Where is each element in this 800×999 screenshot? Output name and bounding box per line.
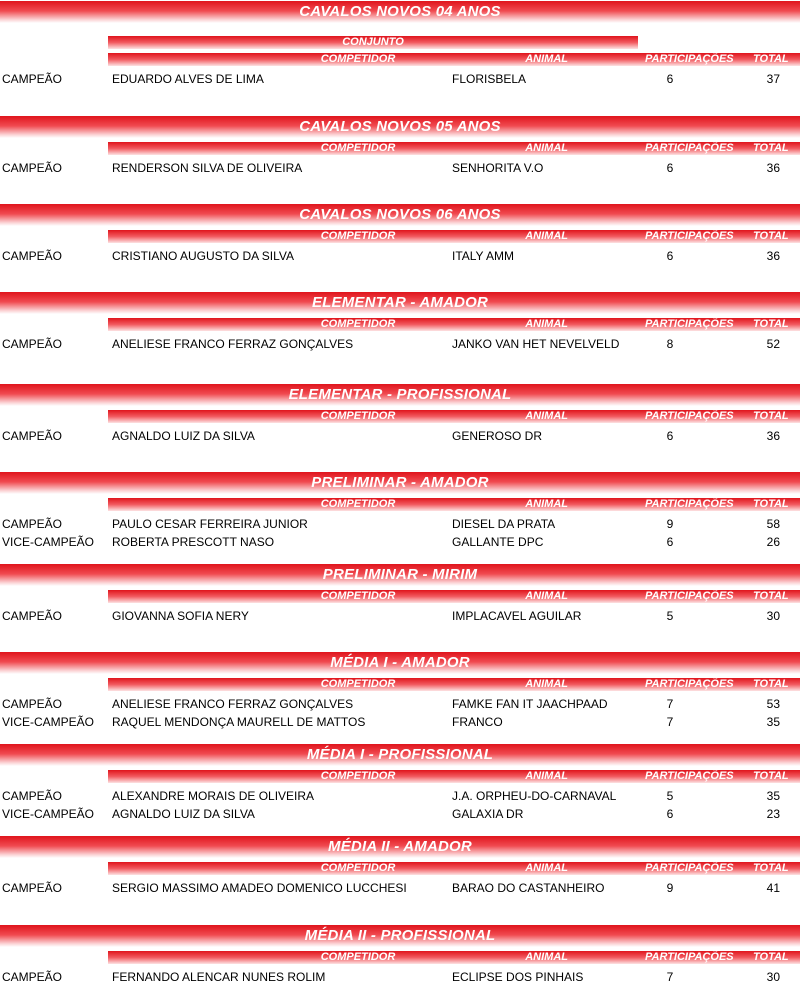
result-title: CAMPEÃO [2, 881, 63, 895]
result-row [0, 969, 800, 985]
column-header-bar [108, 770, 800, 783]
animal-header: ANIMAL [525, 770, 568, 782]
competitor-header: COMPETIDOR [320, 498, 396, 510]
competitor-header: COMPETIDOR [320, 770, 396, 782]
result-row [0, 806, 800, 822]
animal-header: ANIMAL [525, 318, 568, 330]
animal-header: ANIMAL [525, 142, 568, 154]
participations-header: PARTICIPAÇÕES [645, 498, 734, 510]
competitor-name: PAULO CESAR FERREIRA JUNIOR [112, 517, 308, 531]
animal-name: ITALY AMM [452, 249, 515, 263]
total-value: 52 [766, 337, 780, 351]
result-title: CAMPEÃO [2, 697, 63, 711]
result-row [0, 880, 800, 896]
animal-name: ECLIPSE DOS PINHAIS [452, 970, 584, 984]
total-value: 30 [766, 609, 780, 623]
result-row [0, 534, 800, 550]
animal-name: BARAO DO CASTANHEIRO [452, 881, 605, 895]
total-header: TOTAL [753, 230, 789, 242]
total-header: TOTAL [753, 862, 789, 874]
participations-value: 6 [666, 429, 674, 443]
competitor-name: FERNANDO ALENCAR NUNES ROLIM [112, 970, 326, 984]
column-header-bar [108, 318, 800, 331]
result-title: CAMPEÃO [2, 970, 63, 984]
category-title: MÉDIA I - PROFISSIONAL [0, 744, 800, 766]
category-title: CAVALOS NOVOS 06 ANOS [0, 204, 800, 226]
column-header-bar [108, 590, 800, 603]
competitor-name: GIOVANNA SOFIA NERY [112, 609, 249, 623]
result-title: VICE-CAMPEÃO [2, 715, 95, 729]
total-value: 58 [766, 517, 780, 531]
animal-header: ANIMAL [525, 53, 568, 65]
participations-value: 9 [666, 881, 674, 895]
column-header-bar [108, 230, 800, 243]
animal-name: FRANCO [452, 715, 503, 729]
competitor-name: AGNALDO LUIZ DA SILVA [112, 429, 255, 443]
participations-value: 6 [666, 249, 674, 263]
competitor-header: COMPETIDOR [320, 951, 396, 963]
result-row [0, 248, 800, 264]
competitor-name: RENDERSON SILVA DE OLIVEIRA [112, 161, 303, 175]
category-title: MÉDIA II - AMADOR [0, 836, 800, 858]
total-value: 35 [766, 715, 780, 729]
animal-name: IMPLACAVEL AGUILAR [452, 609, 582, 623]
participations-value: 7 [666, 970, 674, 984]
participations-value: 7 [666, 697, 674, 711]
animal-header: ANIMAL [525, 410, 568, 422]
participations-value: 6 [666, 161, 674, 175]
column-header-bar [108, 410, 800, 423]
competitor-name: CRISTIANO AUGUSTO DA SILVA [112, 249, 295, 263]
conjunto-header: CONJUNTO [108, 36, 638, 49]
competitor-header: COMPETIDOR [320, 410, 396, 422]
participations-value: 9 [666, 517, 674, 531]
result-title: CAMPEÃO [2, 249, 63, 263]
column-header-bar [108, 53, 800, 66]
column-header-bar [108, 498, 800, 511]
total-value: 35 [766, 789, 780, 803]
result-title: VICE-CAMPEÃO [2, 535, 95, 549]
total-value: 41 [766, 881, 780, 895]
result-title: CAMPEÃO [2, 161, 63, 175]
competitor-header: COMPETIDOR [320, 590, 396, 602]
animal-name: DIESEL DA PRATA [452, 517, 556, 531]
animal-name: GENEROSO DR [452, 429, 543, 443]
participations-value: 6 [666, 535, 674, 549]
animal-header: ANIMAL [525, 951, 568, 963]
participations-value: 6 [666, 807, 674, 821]
participations-header: PARTICIPAÇÕES [645, 410, 734, 422]
result-row [0, 788, 800, 804]
participations-value: 8 [666, 337, 674, 351]
participations-header: PARTICIPAÇÕES [645, 230, 734, 242]
category-title: MÉDIA II - PROFISSIONAL [0, 925, 800, 947]
total-header: TOTAL [753, 410, 789, 422]
animal-name: GALAXIA DR [452, 807, 524, 821]
total-header: TOTAL [753, 951, 789, 963]
competitor-header: COMPETIDOR [320, 678, 396, 690]
participations-header: PARTICIPAÇÕES [645, 862, 734, 874]
competitor-header: COMPETIDOR [320, 318, 396, 330]
participations-value: 5 [666, 789, 674, 803]
total-header: TOTAL [753, 590, 789, 602]
animal-name: FLORISBELA [452, 72, 527, 86]
total-header: TOTAL [753, 318, 789, 330]
total-value: 36 [766, 161, 780, 175]
category-title: PRELIMINAR - MIRIM [0, 564, 800, 586]
column-header-bar [108, 951, 800, 964]
total-value: 37 [766, 72, 780, 86]
result-title: CAMPEÃO [2, 609, 63, 623]
participations-value: 5 [666, 609, 674, 623]
participations-value: 7 [666, 715, 674, 729]
result-row [0, 608, 800, 624]
participations-value: 6 [666, 72, 674, 86]
participations-header: PARTICIPAÇÕES [645, 678, 734, 690]
category-title: ELEMENTAR - AMADOR [0, 292, 800, 314]
result-title: CAMPEÃO [2, 789, 63, 803]
participations-header: PARTICIPAÇÕES [645, 770, 734, 782]
total-value: 23 [766, 807, 780, 821]
competitor-name: ANELIESE FRANCO FERRAZ GONÇALVES [112, 337, 354, 351]
competitor-header: COMPETIDOR [320, 53, 396, 65]
total-value: 36 [766, 249, 780, 263]
animal-header: ANIMAL [525, 678, 568, 690]
result-title: CAMPEÃO [2, 517, 63, 531]
participations-header: PARTICIPAÇÕES [645, 590, 734, 602]
competitor-name: ALEXANDRE MORAIS DE OLIVEIRA [112, 789, 315, 803]
total-header: TOTAL [753, 770, 789, 782]
animal-name: SENHORITA V.O [452, 161, 544, 175]
competitor-header: COMPETIDOR [320, 142, 396, 154]
competitor-name: EDUARDO ALVES DE LIMA [112, 72, 264, 86]
column-header-bar [108, 862, 800, 875]
total-value: 36 [766, 429, 780, 443]
total-header: TOTAL [753, 53, 789, 65]
competitor-header: COMPETIDOR [320, 230, 396, 242]
animal-header: ANIMAL [525, 498, 568, 510]
column-header-bar [108, 142, 800, 155]
category-title: PRELIMINAR - AMADOR [0, 472, 800, 494]
result-title: CAMPEÃO [2, 72, 63, 86]
result-title: VICE-CAMPEÃO [2, 807, 95, 821]
competitor-header: COMPETIDOR [320, 862, 396, 874]
result-row [0, 696, 800, 712]
result-title: CAMPEÃO [2, 337, 63, 351]
total-header: TOTAL [753, 142, 789, 154]
participations-header: PARTICIPAÇÕES [645, 951, 734, 963]
animal-name: JANKO VAN HET NEVELVELD [452, 337, 620, 351]
result-row [0, 516, 800, 532]
category-title: CAVALOS NOVOS 04 ANOS [0, 1, 800, 23]
result-title: CAMPEÃO [2, 429, 63, 443]
competitor-name: RAQUEL MENDONÇA MAURELL DE MATTOS [112, 715, 366, 729]
total-value: 30 [766, 970, 780, 984]
animal-header: ANIMAL [525, 862, 568, 874]
result-row [0, 714, 800, 730]
result-row [0, 428, 800, 444]
column-header-bar [108, 678, 800, 691]
animal-name: FAMKE FAN IT JAACHPAAD [452, 697, 608, 711]
animal-header: ANIMAL [525, 590, 568, 602]
result-row [0, 71, 800, 87]
result-row [0, 336, 800, 352]
competitor-name: ANELIESE FRANCO FERRAZ GONÇALVES [112, 697, 354, 711]
competitor-name: SERGIO MASSIMO AMADEO DOMENICO LUCCHESI [112, 881, 407, 895]
category-title: ELEMENTAR - PROFISSIONAL [0, 384, 800, 406]
total-value: 26 [766, 535, 780, 549]
animal-header: ANIMAL [525, 230, 568, 242]
animal-name: J.A. ORPHEU-DO-CARNAVAL [452, 789, 617, 803]
total-header: TOTAL [753, 498, 789, 510]
animal-name: GALLANTE DPC [452, 535, 544, 549]
participations-header: PARTICIPAÇÕES [645, 142, 734, 154]
competitor-name: ROBERTA PRESCOTT NASO [112, 535, 275, 549]
category-title: MÉDIA I - AMADOR [0, 652, 800, 674]
participations-header: PARTICIPAÇÕES [645, 318, 734, 330]
participations-header: PARTICIPAÇÕES [645, 53, 734, 65]
competitor-name: AGNALDO LUIZ DA SILVA [112, 807, 255, 821]
result-row [0, 160, 800, 176]
total-value: 53 [766, 697, 780, 711]
category-title: CAVALOS NOVOS 05 ANOS [0, 116, 800, 138]
total-header: TOTAL [753, 678, 789, 690]
